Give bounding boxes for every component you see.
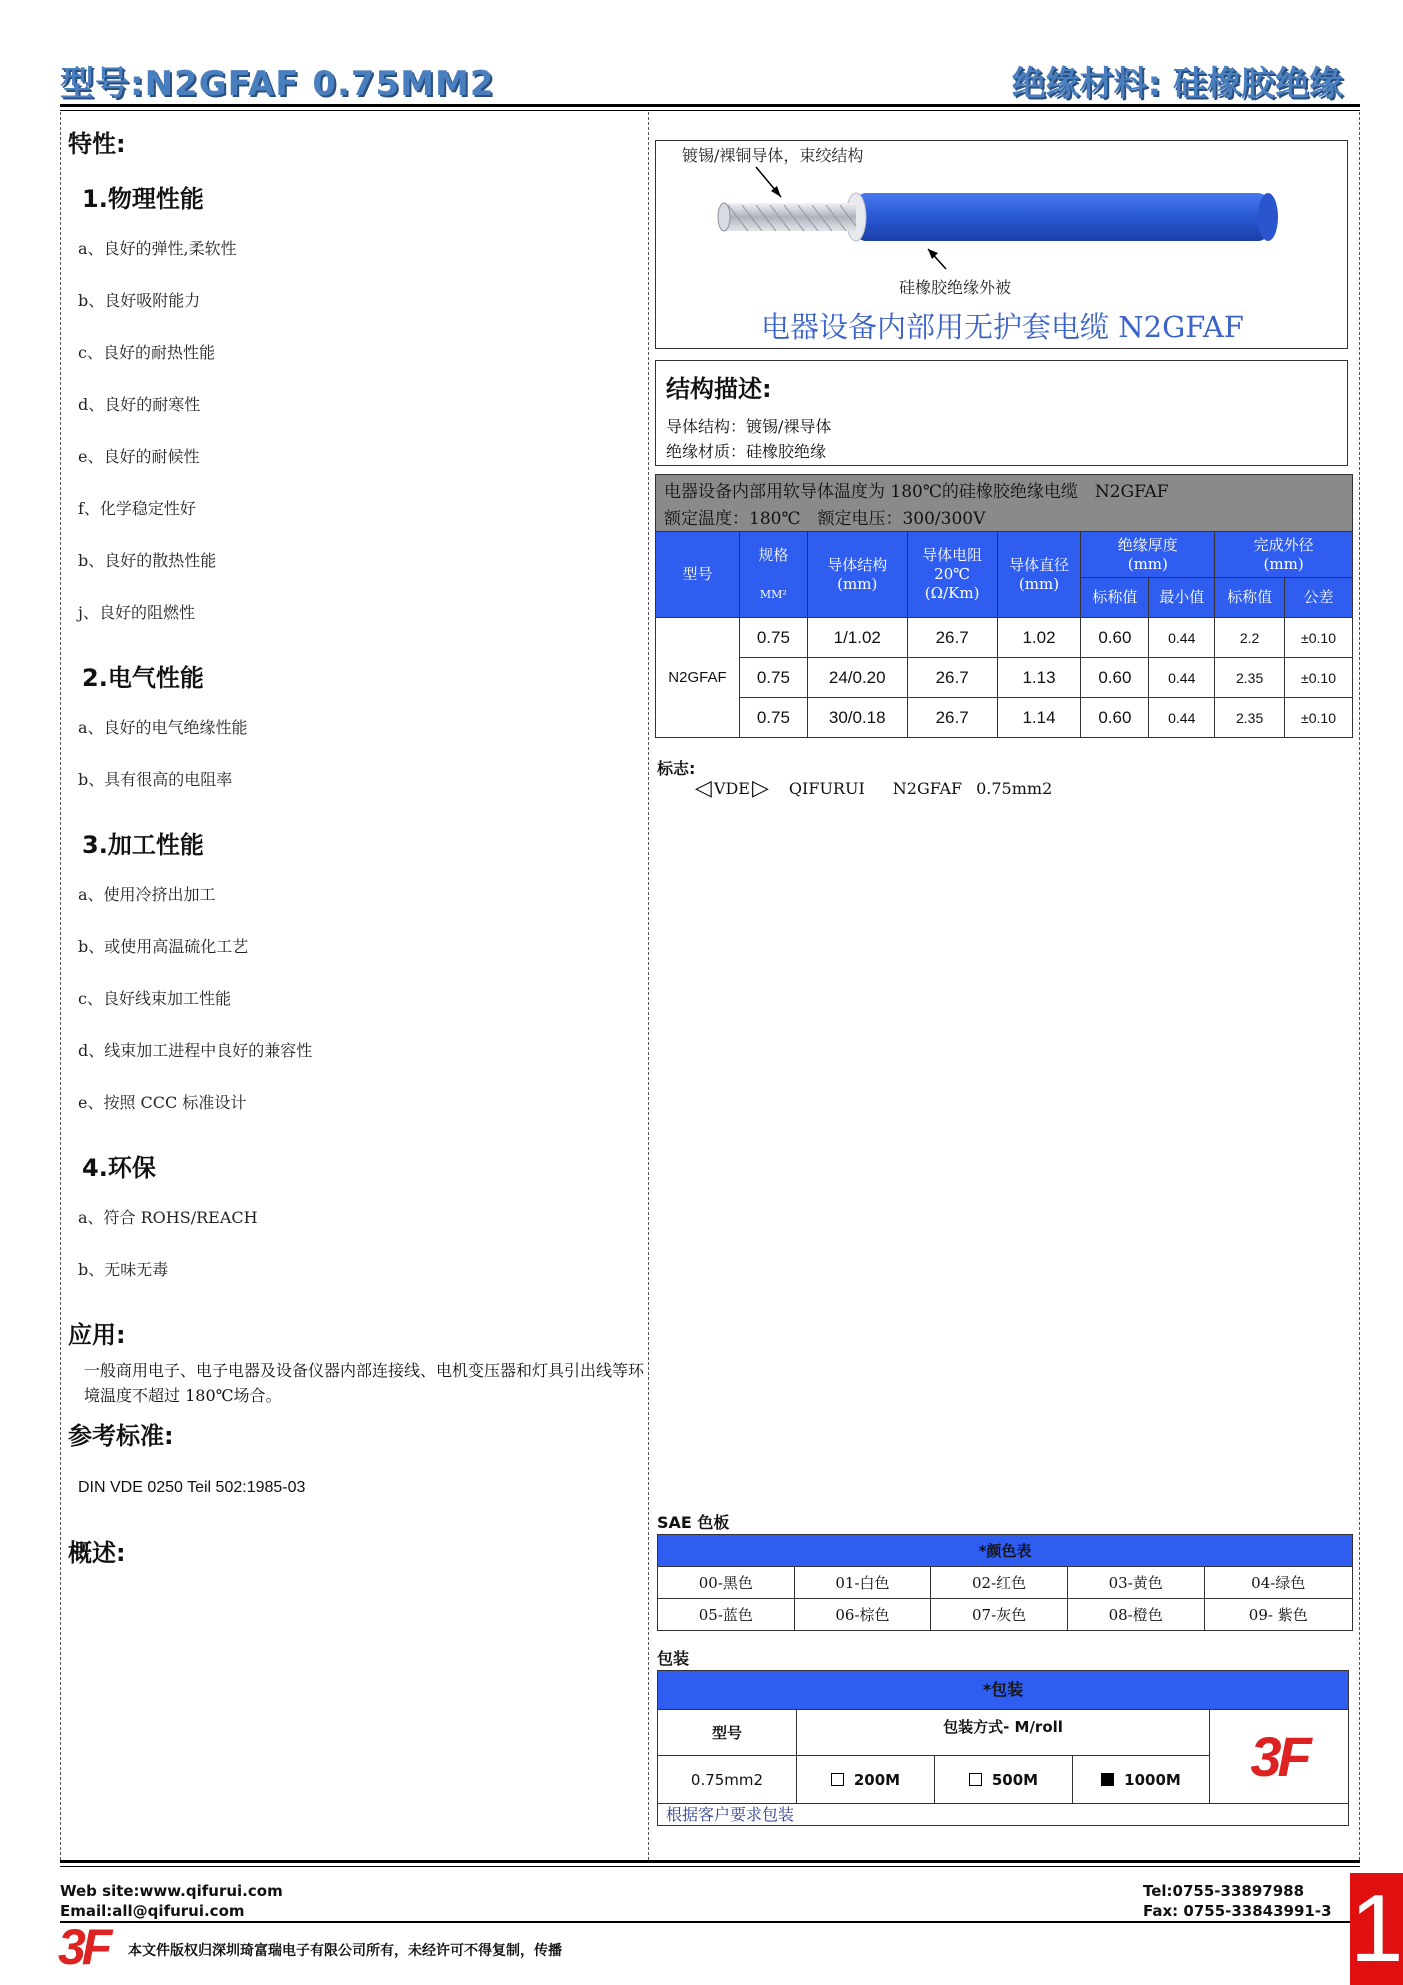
spec-caption-2: 额定温度：180℃ 额定电压：300/300V [656,504,1353,532]
features-title: 特性: [68,130,126,158]
list-item: a、符合 ROHS/REACH [78,1208,258,1227]
pack-option-200[interactable] [796,1755,935,1804]
doc-model-title: 型号:N2GFAF 0.75MM2 [60,64,495,104]
spec-table [655,474,1353,738]
table-row [656,698,1353,738]
packaging-table [657,1670,1349,1826]
footer-rule-thin [60,1866,1360,1867]
standard-text: DIN VDE 0250 Teil 502:1985-03 [78,1479,306,1496]
checkbox-checked-icon[interactable] [1101,1773,1114,1786]
physical-title: 1.物理性能 [82,185,204,213]
left-column [68,118,648,1568]
application-text: 一般商用电子、电子电器及设备仪器内部连接线、电机变压器和灯具引出线等环境温度不超过 180℃场合。 [84,1361,645,1405]
marking-brand: QIFURUI [788,779,865,798]
th-ins-nominal: 标称值 [1081,578,1149,618]
packaging-header: *包装 [658,1671,1348,1709]
conductor-label: 镀锡/裸铜导体，束绞结构 [682,146,864,165]
cell-diameter: 1.02 [997,618,1081,658]
spec-caption-1: 电器设备内部用软导体温度为 180℃的硅橡胶绝缘电缆 N2GFAF [656,475,1353,505]
list-item: e、良好的耐候性 [78,447,200,466]
th-ins-min: 最小值 [1149,578,1215,618]
cell-tolerance: ±0.10 [1285,618,1353,658]
th-diameter: 导体直径(mm) [997,532,1081,618]
color-cell: 01-白色 [794,1567,931,1599]
page-number: 1 [1350,1873,1403,1985]
cell-diameter: 1.13 [997,658,1081,698]
color-cell: 05-蓝色 [658,1599,795,1631]
cell-struct: 1/1.02 [807,618,907,658]
color-cell: 00-黑色 [658,1567,795,1599]
left-triangle-icon: ◁ [695,776,712,801]
pack-option-1000[interactable] [1072,1755,1210,1804]
structure-box [655,360,1348,466]
option-label: 500M [991,1770,1039,1789]
list-item: j、良好的阻燃性 [78,603,195,622]
physical-list [68,236,648,652]
cell-ins-min: 0.44 [1149,658,1215,698]
cell-struct: 30/0.18 [807,698,907,738]
color-cell: 09- 紫色 [1204,1599,1353,1631]
marking-model: N2GFAF [892,779,963,798]
pack-option-500[interactable] [934,1755,1073,1804]
footer-email[interactable]: Email:all@qifurui.com [60,1902,245,1920]
pack-logo-cell [1209,1709,1349,1804]
doc-material-title: 绝缘材料: 硅橡胶绝缘 [1011,64,1343,104]
cell-od-nominal: 2.35 [1215,698,1285,738]
env-list [68,1205,648,1309]
cell-ins-nominal: 0.60 [1081,658,1149,698]
cell-ins-nominal: 0.60 [1081,618,1149,658]
color-cell: 07-灰色 [931,1599,1068,1631]
footer-rule-lower [60,1921,1350,1923]
color-cell: 04-绿色 [1204,1567,1353,1599]
footer-tel: Tel:0755-33897988 [1143,1882,1305,1900]
cell-resistance: 26.7 [907,698,997,738]
color-cell: 02-红色 [931,1567,1068,1599]
th-insulation: 绝缘厚度 (mm) [1081,532,1215,578]
marking-text [695,776,1052,801]
color-table-header: *颜色表 [658,1535,1353,1567]
pack-col-model: 型号 [657,1709,797,1756]
marking-label: 标志: [657,759,696,778]
footer-copyright: 本文件版权归深圳琦富瑞电子有限公司所有，未经许可不得复制，传播 [128,1943,562,1959]
cell-ins-nominal: 0.60 [1081,698,1149,738]
th-struct: 导体结构 (mm) [807,532,907,618]
cell-tolerance: ±0.10 [1285,698,1353,738]
checkbox-icon[interactable] [969,1773,982,1786]
header-rule [60,104,1360,107]
diagram-title: 电器设备内部用无护套电缆 N2GFAF [761,310,1244,344]
cell-model: N2GFAF [656,618,740,738]
th-size: 规格 MM² [739,532,807,618]
list-item: a、使用冷挤出加工 [78,885,216,904]
list-item: d、线束加工进程中良好的兼容性 [78,1041,313,1060]
structure-insulation: 绝缘材质：硅橡胶绝缘 [666,442,827,461]
cell-resistance: 26.7 [907,618,997,658]
env-title: 4.环保 [82,1154,156,1182]
cell-size: 0.75 [739,618,807,658]
packaging-label: 包装 [657,1649,690,1668]
cell-size: 0.75 [739,658,807,698]
list-item: a、良好的电气绝缘性能 [78,718,248,737]
table-row [656,618,1353,658]
list-item: c、良好线束加工性能 [78,989,231,1008]
list-item: b、具有很高的电阻率 [78,770,233,789]
footer-website[interactable]: Web site:www.qifurui.com [60,1882,283,1900]
structure-title: 结构描述: [666,375,772,403]
color-cell: 03-黄色 [1067,1567,1204,1599]
right-triangle-icon: ▷ [751,776,769,801]
marking-vde: VDE [713,779,750,798]
cell-od-nominal: 2.35 [1215,658,1285,698]
pack-model: 0.75mm2 [657,1755,797,1804]
th-od-nominal: 标称值 [1215,578,1285,618]
th-tolerance: 公差 [1285,578,1353,618]
cable-diagram [655,140,1348,349]
processing-title: 3.加工性能 [82,831,204,859]
structure-conductor: 导体结构：镀锡/裸导体 [666,417,832,436]
insulation-label: 硅橡胶绝缘外被 [899,278,1012,297]
option-label: 200M [853,1770,901,1789]
list-item: f、化学稳定性好 [78,499,196,518]
electrical-title: 2.电气性能 [82,664,204,692]
application-title: 应用: [68,1321,126,1349]
packaging-note: 根据客户要求包装 [658,1803,1348,1827]
color-table [657,1534,1353,1631]
list-item: b、或使用高温硫化工艺 [78,937,249,956]
cell-ins-min: 0.44 [1149,618,1215,658]
footer-fax: Fax: 0755-33843991-3 [1143,1902,1332,1920]
company-logo: 3F [1250,1725,1308,1788]
header-rule-thin [60,110,1360,111]
list-item: a、良好的弹性,柔软性 [78,239,237,258]
list-item: e、按照 CCC 标准设计 [78,1093,247,1112]
standard-title: 参考标准: [68,1422,174,1450]
list-item: c、良好的耐热性能 [78,343,215,362]
cable-illustration [656,141,1349,301]
th-outer-dia: 完成外径 (mm) [1215,532,1353,578]
color-cell: 06-棕色 [794,1599,931,1631]
list-item: b、良好吸附能力 [78,291,201,310]
list-item: b、良好的散热性能 [78,551,217,570]
list-item: b、无味无毒 [78,1260,169,1279]
th-resistance: 导体电阻 20℃ (Ω/Km) [907,532,997,618]
cell-ins-min: 0.44 [1149,698,1215,738]
column-divider [648,112,649,1860]
footer-logo: 3F [58,1919,109,1975]
overview-title: 概述: [68,1539,126,1567]
footer-rule [60,1860,1360,1863]
cell-od-nominal: 2.2 [1215,618,1285,658]
electrical-list [68,715,648,819]
sae-color-label: SAE 色板 [657,1513,730,1532]
list-item: d、良好的耐寒性 [78,395,201,414]
processing-list [68,882,648,1142]
cell-struct: 24/0.20 [807,658,907,698]
color-cell: 08-橙色 [1067,1599,1204,1631]
checkbox-icon[interactable] [831,1773,844,1786]
cell-diameter: 1.14 [997,698,1081,738]
cell-resistance: 26.7 [907,658,997,698]
cell-tolerance: ±0.10 [1285,658,1353,698]
cell-size: 0.75 [739,698,807,738]
table-row [656,658,1353,698]
pack-col-method: 包装方式- M/roll [796,1709,1210,1756]
option-label: 1000M [1124,1770,1181,1789]
th-model: 型号 [656,532,740,618]
marking-size: 0.75mm2 [976,779,1053,798]
